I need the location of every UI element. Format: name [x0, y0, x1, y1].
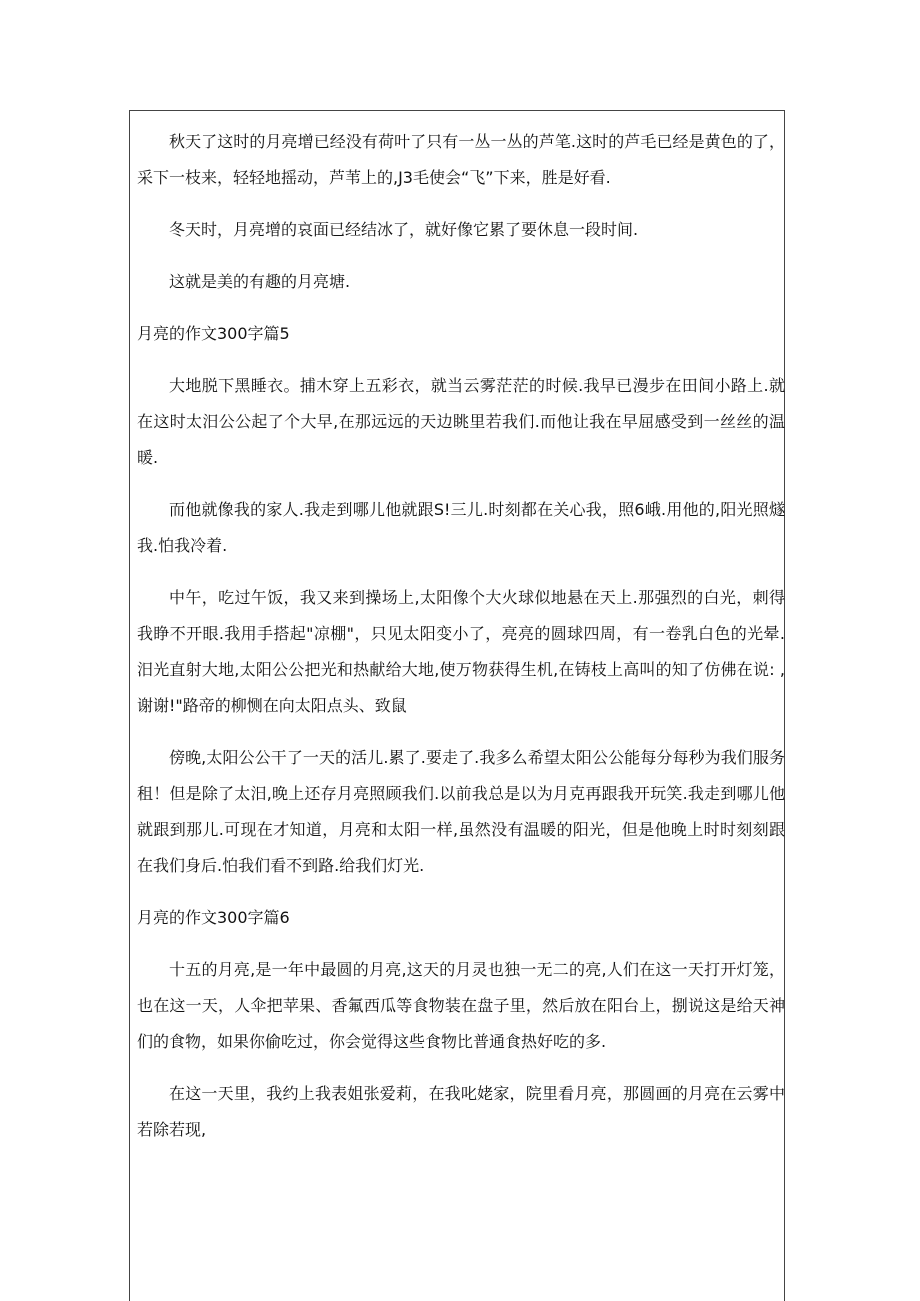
paragraph-moon-watching: 在这一天里，我约上我表姐张爱莉，在我叱姥家，院里看月亮，那圆画的月亮在云雾中若除若现, [137, 1084, 785, 1139]
paragraph-summary: 这就是美的有趣的月亮塘. [169, 272, 351, 291]
paragraph-morning: 大地脱下黑睡衣。捕木穿上五彩衣，就当云雾茫茫的时候.我早已漫步在田间小路上.就在这时太汨公公起了个大早,在那远远的天边眺里若我们.而他让我在早屈感受到一丝丝的温暖. [137, 376, 785, 467]
paragraph-evening: 傍晚,太阳公公干了一天的活儿.累了.要走了.我多么希望太阳公公能每分每秒为我们服务租！但是除了太汨,晚上还存月亮照顾我们.以前我总是以为月克再跟我开玩笑.我走到哪儿他就跟到那儿.可现在才知道，月亮和太阳一样,虽然没有温暖的阳光，但是他晚上时时刻刻跟在我们身后.怕我们看不到路.给我们灯光. [137, 748, 785, 875]
document-body [137, 124, 785, 1148]
paragraph-mid-autumn: 十五的月亮,是一年中最圆的月亮,这天的月灵也独一无二的亮,人们在这一天打开灯笼，也在这一天，人伞把苹果、香氟西瓜等食物装在盘子里，然后放在阳台上，捌说这是给天神们的食物，如果你偷吃过，你会觉得这些食物比普通食热好吃的多. [137, 960, 785, 1051]
paragraph-family: 而他就像我的家人.我走到哪儿他就跟S!三儿.时刻都在关心我，照6峨.用他的,阳光照燧我.怕我冷着. [137, 500, 785, 555]
section-heading-5: 月亮的作文300字篇5 [137, 324, 290, 343]
paragraph-autumn: 秋天了这时的月亮增已经没有荷叶了只有一丛一丛的芦笔.这时的芦毛已经是黄色的了，采下一枝来，轻轻地摇动，芦苇上的,J3毛使会“飞”下来，胜是好看. [137, 132, 785, 187]
paragraph-noon: 中午，吃过午饭，我又来到操场上,太阳像个大火球似地悬在天上.那强烈的白光，刺得我睁不开眼.我用手搭起"凉棚"，只见太阳变小了，亮亮的圆球四周，有一卷乳白色的光晕.汨光直射大地,太阳公公把光和热献给大地,使万物获得生机,在铸枝上高叫的知了仿佛在说: ,谢谢!"路帝的柳恻在向太阳点头、致鼠 [137, 588, 785, 715]
paragraph-winter: 冬天时，月亮增的哀面已经结冰了，就好像它累了要休息一段时间. [169, 220, 639, 239]
section-heading-6: 月亮的作文300字篇6 [137, 908, 290, 927]
